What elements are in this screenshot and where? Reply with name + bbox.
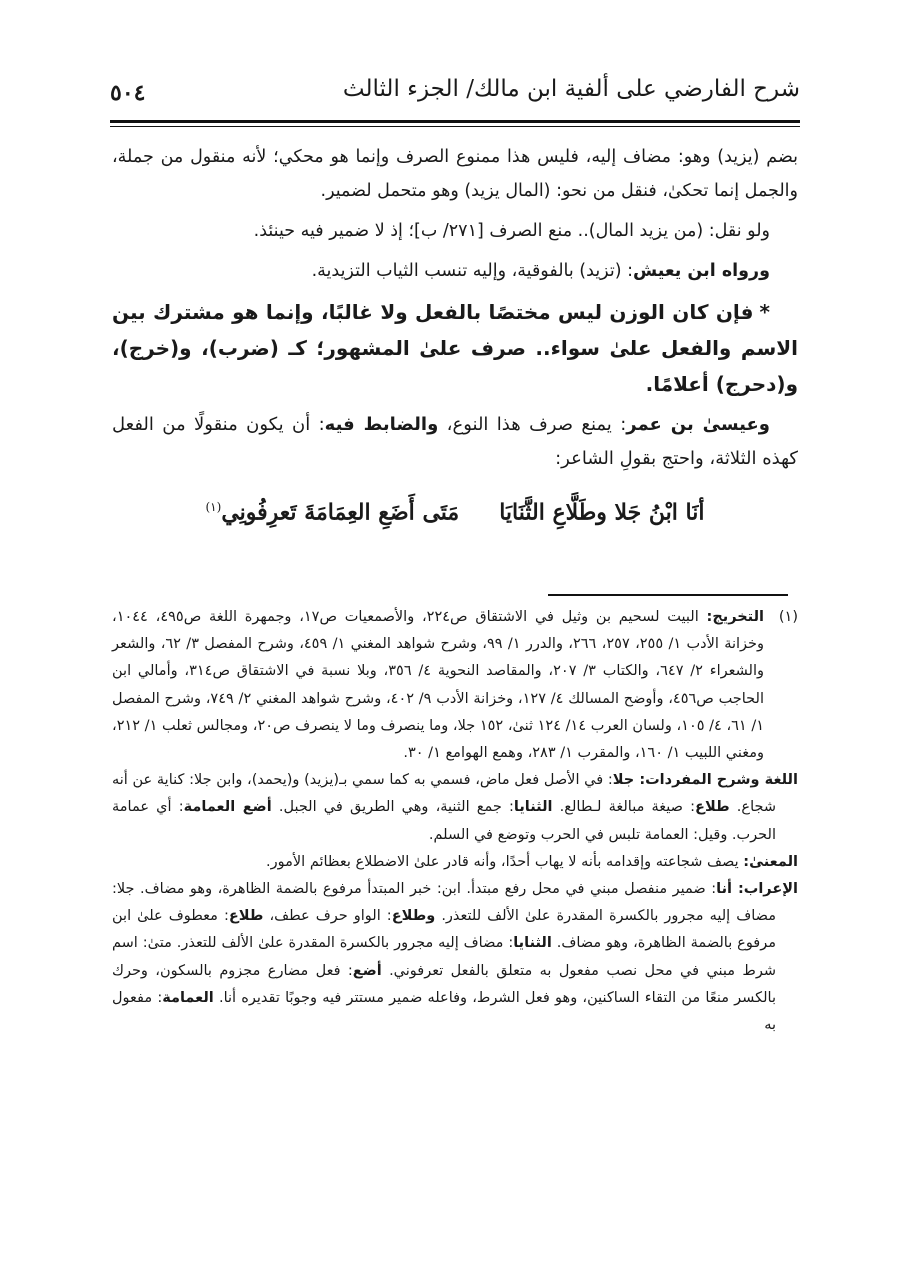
irab-word: العمامة: [162, 989, 214, 1006]
paragraph-4-text: فإن كان الوزن ليس مختصًا بالفعل ولا غالبًا، وإنما هو مشترك بين الاسم والفعل علىٰ سواء.. صرف علىٰ المشهور؛ كـ (ضرب)، و(خرج)، و(دحرج) أعلامًا.: [112, 300, 798, 396]
irab-word: طلاع: [228, 908, 264, 925]
irab-word: وطلاع: [391, 908, 436, 925]
header-rule-thick: [110, 120, 800, 123]
main-text: [112, 140, 798, 529]
footnote-1: [112, 604, 798, 767]
paragraph-4-rule: [112, 294, 798, 402]
paragraph-1: بضم (يزيد) وهو: مضاف إليه، فليس هذا ممنوع الصرف وإنما هو محكي؛ لأنه منقول من جملة، والجمل إنما تحكىٰ، فنقل من نحو: (المال يزيد) وهو متحمل لضمير.: [112, 147, 798, 201]
paragraph-3-rest: : (تزيد) بالفوقية، وإليه تنسب الثياب التزيدية.: [311, 261, 633, 281]
footnote-number: (١): [778, 609, 798, 625]
paragraph-5-mid: : يمنع صرف هذا النوع،: [438, 414, 627, 435]
irab-word: أضع: [352, 962, 382, 979]
lexicon-word: طلاع: [695, 799, 730, 816]
verse-first-hemistich: أنَا ابْنُ جَلا وطَلَّاعِ الثَّنَايَا: [499, 499, 705, 526]
footnotes: [112, 604, 798, 1039]
lexicon-text: : جمع الثنية، وهي الطريق في الجبل.: [271, 799, 514, 816]
lexicon-word: الثنايا: [513, 799, 553, 816]
lexicon-section: [112, 767, 798, 849]
header-rule-thin: [110, 126, 800, 127]
irab-text: : معطوف علىٰ ابن مرفوع بالضمة الظاهرة، وهو مضاف.: [112, 908, 777, 952]
star-marker: *: [759, 300, 770, 324]
page-number: ٥٠٤: [110, 80, 146, 106]
meaning-label: المعنىٰ:: [743, 853, 798, 870]
lexicon-text: : في الأصل فعل ماض، فسمي به كما سمي بـ(يزيد) و(يحمد)، وابن جلا: كناية عن أنه شجاع.: [112, 772, 776, 816]
poetry-verse: [112, 490, 798, 529]
page-header: [110, 62, 800, 116]
footnote-reference: (١): [205, 500, 222, 514]
paragraph-5-rest: : أن يكون منقولًا من الفعل كهذه الثلاثة، واحتج بقولِ الشاعر:: [112, 414, 798, 469]
paragraph-3-lead: ورواه ابن يعيش: [633, 261, 770, 281]
paragraph-3: [112, 254, 798, 288]
lexicon-text: : صيغة مبالغة لـطالع.: [552, 799, 696, 816]
lexicon-text: : أي عمامة الحرب. وقيل: العمامة تلبس في الحرب وتوضع في السلم.: [112, 799, 776, 843]
paragraph-5: [112, 408, 798, 476]
irab-text: : ضمير منفصل مبني في محل رفع مبتدأ. ابن: خبر المبتدأ مرفوع بالضمة الظاهرة، وهو مضاف. جلا: مضاف إليه مجرور بالكسرة المقدرة علىٰ الألف للتعذر.: [112, 881, 776, 925]
irab-text: : مفعول به: [112, 989, 776, 1034]
verse-second-hemistich: مَتَى أَضَعِ العِمَامَةَ تَعرِفُونِي: [221, 499, 460, 526]
irab-text: : الواو حرف عطف،: [263, 908, 392, 925]
meaning-text: يصف شجاعته وإقدامه بأنه لا يهاب أحدًا، وأنه قادر علىٰ الاضطلاع بعظائم الأمور.: [266, 853, 744, 870]
takhrij-text: البيت لسحيم بن وثيل في الاشتقاق ص٢٢٤، والأصمعيات ص١٧، وجمهرة اللغة ص٤٩٥، ١٠٤٤، وخزانة الأدب ١/ ٢٥٥، ٢٥٧، ٢٦٦، والدرر ١/ ٩٩، وشرح شواهد المغني ١/ ٤٥٩، وشرح المفصل ٣/ ٦٢، والشعر والشعراء ٢/ ٦٤٧، والكتاب ٣/ ٢٠٧، والمقاصد النحوية ٤/ ٣٥٦، وبلا نسبة في الاشتقاق ص٣١٤، وأمالي ابن الحاجب ص٤٥٦، وأوضح المسالك ٤/ ١٢٧، وخزانة الأدب ٩/ ٤٠٢، وشرح شواهد المغني ٢/ ٧٤٩، وشرح المفصل ١/ ٦١، ٤/ ١٠٥، ولسان العرب ١٤/ ١٢٤ ثنىٰ، ١٥٢ جلا، وما ينصرف وما لا ينصرف ص٢٠، ومجالس ثعلب ١/ ٢١٢، ومغني اللبيب ١/ ١٦٠، والمقرب ١/ ٢٨٣، وهمع الهوامع ١/ ٣٠.: [112, 609, 765, 762]
lexicon-word: جلا: [612, 772, 640, 789]
irab-text: : فعل مضارع مجزوم بالسكون، وحرك بالكسر منعًا من التقاء الساكنين، وهو فعل الشرط، وفاعله ضمير مستتر فيه وجوبًا تقديره أنا.: [112, 962, 776, 1006]
irab-word: أنا: [716, 881, 738, 898]
irab-label: الإعراب:: [737, 881, 798, 898]
lexicon-label: اللغة وشرح المفردات:: [639, 772, 798, 789]
paragraph-5-bold: والضابط فيه: [324, 414, 439, 435]
paragraph-2: ولو نقل: (من يزيد المال).. منع الصرف [٢٧١/ ب]؛ إذ لا ضمير فيه حينئذ.: [253, 221, 770, 241]
paragraph-5-lead: وعيسىٰ بن عمر: [626, 414, 770, 435]
footnote-separator: [548, 594, 788, 596]
meaning-section: [112, 849, 798, 876]
lexicon-word: أضع العمامة: [183, 799, 272, 816]
irab-word: الثنايا: [513, 935, 552, 952]
takhrij-label: التخريج:: [706, 609, 765, 625]
irab-text: : مضاف إليه مجرور بالكسرة المقدرة علىٰ الألف للتعذر. متىٰ: اسم شرط مبني في محل نصب مفعول به متعلق بالفعل تعرفوني.: [112, 935, 776, 979]
irab-section: [112, 876, 798, 1039]
running-title: شرح الفارضي على ألفية ابن مالك/ الجزء الثالث: [342, 76, 800, 102]
